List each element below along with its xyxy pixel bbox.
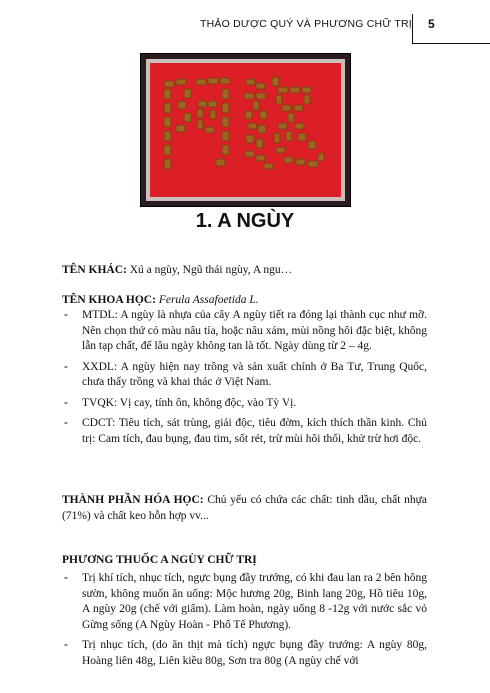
- ten-khac-label: TÊN KHÁC:: [62, 264, 127, 276]
- running-header: THẢO DƯỢC QUÝ VÀ PHƯƠNG CHỮ TRỊ: [200, 18, 412, 30]
- header-rule-vertical: [412, 14, 413, 44]
- bullet-text: Trị nhục tích, (do ăn thịt mà tích) ngực bụng đầy trướng: A ngùy 80g, Hoàng liên 48g, Liên kiều 80g, Sơn tra 80g (A ngùy chế với: [82, 639, 427, 667]
- page-title: 1. A NGÙY: [195, 210, 295, 232]
- ten-khoa-hoc-value: Ferula Assafoetida L.: [158, 294, 259, 306]
- ten-khoa-hoc-line: [62, 292, 427, 308]
- list-item: [62, 308, 427, 355]
- herb-photo: [141, 54, 350, 206]
- ten-khac-line: [62, 262, 427, 278]
- bullet-text: TVQK: Vị cay, tính ôn, không độc, vào Tỳ Vị.: [82, 396, 297, 409]
- bullet-dash: -: [64, 309, 68, 321]
- bullet-text: XXDL: A ngùy hiện nay trồng và sản xuất chính ở Ba Tư, Trung Quốc, chưa thấy trồng và khai thác ở Việt Nam.: [82, 360, 427, 388]
- photo-canvas: [150, 63, 341, 197]
- ten-khoa-hoc-label: TÊN KHOA HỌC:: [62, 294, 156, 306]
- thanh-phan-value: Chủ yếu có chứa các chất: tinh dầu, chất nhựa (71%) và chất keo hỗn hợp vv...: [62, 494, 428, 522]
- bullet-text: Trị khí tích, nhục tích, ngực bụng đầy trướng, có khi đau lan ra 2 bên hông sườn, không muốn ăn uống: Mộc hương 20g, Binh lang 20g, Hồ tiêu 10g, A ngùy 20g (chế với giấm). Làm hoàn, ngày uống 8 -12g với nước sắc vỏ Gừng sống (A Ngùy Hoàn - Phổ Tế Phương).: [82, 572, 427, 631]
- ten-khac-value: Xú a ngùy, Ngũ thái ngùy, A ngu…: [129, 264, 293, 276]
- list-item: [62, 360, 427, 391]
- phuong-thuoc-bullets: [62, 571, 427, 674]
- list-item: [62, 638, 427, 669]
- bullet-dash: -: [64, 417, 68, 429]
- header-rule-horizontal: [412, 43, 490, 44]
- bullet-dash: -: [64, 396, 68, 409]
- bullet-text: CDCT: Tiêu tích, sát trùng, giải độc, tiêu đờm, kích thích thần kinh. Chủ trị: Cam tích, đau bụng, đau tim, sốt rét, trừ mùi hôi thối, khử trừ hơi độc.: [82, 417, 427, 445]
- phuong-thuoc-heading: PHƯƠNG THUỐC A NGÙY CHỮ TRỊ: [62, 554, 257, 566]
- bullet-dash: -: [64, 572, 68, 584]
- thanh-phan-label: THÀNH PHẦN HÓA HỌC:: [62, 494, 204, 506]
- bullet-dash: -: [64, 360, 68, 373]
- ten-khoa-hoc-bullets: [62, 308, 427, 452]
- page-number: 5: [428, 17, 435, 31]
- resin-characters-image: [150, 63, 341, 197]
- list-item: [62, 571, 427, 633]
- thanh-phan-paragraph: [62, 492, 427, 524]
- bullet-dash: -: [64, 639, 68, 651]
- list-item: [62, 416, 427, 447]
- bullet-text: MTDL: A ngùy là nhựa của cây A ngùy tiết ra đóng lại thành cục như mỡ. Nên chọn thứ có màu nâu tía, hoặc nâu xám, mùi nồng hôi đặc biệt, không lẫn tạp chất, để lâu ngày không tan là tốt. Ngày dùng từ 2 – 4g.: [82, 309, 427, 352]
- list-item: [62, 396, 427, 412]
